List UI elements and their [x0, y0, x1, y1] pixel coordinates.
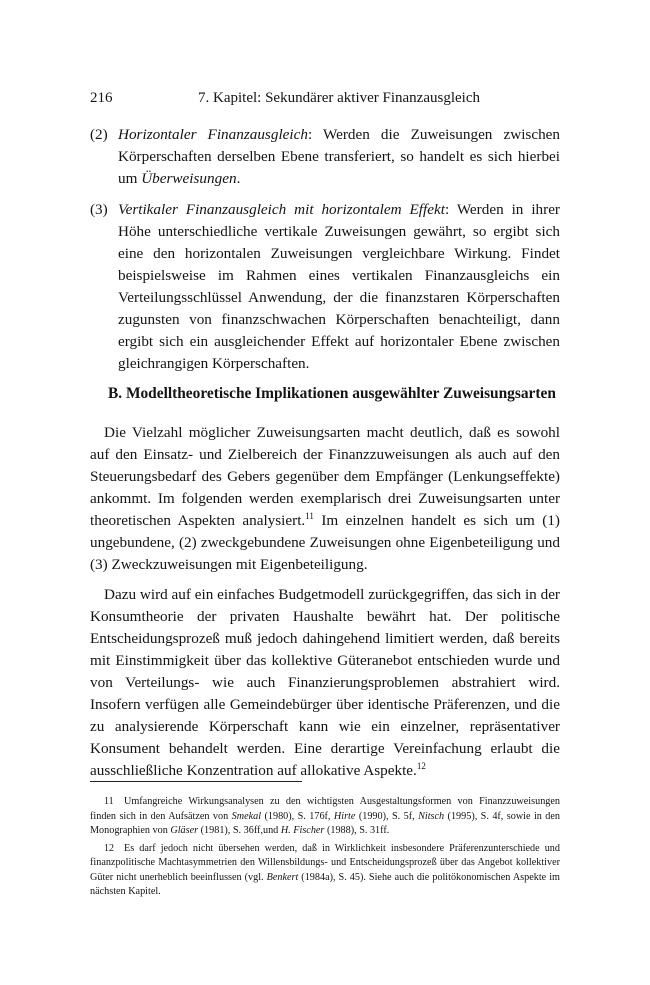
footnote-divider: [90, 781, 302, 782]
footnote-number: 11: [104, 796, 114, 807]
list-text: : Werden die Zuweisungen zwischen Körperschaften derselben Ebene transferiert, so handelt es sich hierbei um: [118, 126, 560, 187]
section-heading: B. Modelltheoretische Implikationen ausgewählter Zuweisungsarten: [108, 385, 556, 402]
footnotes: [90, 795, 560, 903]
footnote-ref: 11: [305, 511, 314, 521]
list-emphasis: Überweisungen: [141, 170, 237, 187]
definition-list: [90, 124, 560, 384]
paragraph-text: Im einzelnen handelt es sich um (1) ungebundene, (2) zweckgebundene Zuweisungen ohne Eigenbeteiligung und (3) Zweckzuweisungen mit Eigenbeteiligung.: [90, 512, 560, 573]
footnote-text: (1990), S. 5f,: [355, 810, 419, 822]
cited-author: Hirte: [333, 810, 356, 822]
list-text-end: .: [236, 170, 241, 187]
footnote-text: Es darf jedoch nicht übersehen werden, daß in Wirklichkeit insbesondere Präferenzunterschiede und finanzpolitische Machtasymmetrien den Willensbildungs- und Entscheidungsprozeß über das Angebot kollektiver Güter nicht unerheblich beeinflussen (vgl.: [90, 842, 560, 883]
footnote-text: Umfangreiche Wirkungsanalysen zu den wichtigsten Ausgestaltungsformen von Finanzzuweisungen finden sich in den Aufsätzen von: [90, 796, 560, 822]
footnote-text: (1981), S. 36ff,und: [198, 825, 281, 836]
footnote-text: (1984a), S. 45). Siehe auch die politökonomischen Aspekte im nächsten Kapitel.: [90, 871, 560, 897]
list-number: (2): [90, 126, 108, 143]
body-text: [90, 422, 560, 790]
list-item: [90, 124, 560, 190]
cited-author: Benkert: [266, 871, 299, 883]
footnote-text: (1980), S. 176f,: [261, 810, 334, 822]
paragraph-text: Dazu wird auf ein einfaches Budgetmodell zurückgegriffen, das sich in der Konsumtheorie der privaten Haushalte bewährt hat. Der politische Entscheidungsprozeß muß jedoch dahingehend limitiert werden, daß bereits mit Einstimmigkeit über das kollektive Güteranebot entschieden wurde und von Verteilungs- wie auch Finanzierungsproblemen abstrahiert wird. Insofern verfügen alle Gemeindebürger über identische Präferenzen, und die zu analysierende Körperschaft kann wie ein einzelner, repräsentativer Konsument behandelt werden. Eine derartige Vereinfachung erlaubt die ausschließliche Konzentration auf allokative Aspekte.: [90, 586, 560, 779]
page-header: [90, 90, 560, 110]
list-term: Vertikaler Finanzausgleich mit horizontalem Effekt: [118, 201, 445, 218]
cited-author: Gläser: [170, 825, 199, 836]
paragraph: [90, 422, 560, 576]
paragraph-text: Die Vielzahl möglicher Zuweisungsarten macht deutlich, daß es sowohl auf den Einsatz- und Zielbereich der Finanzzuweisungen als auch auf den Steuerungsbedarf des Gebers gegenüber dem Empfänger (Lenkungseffekte) ankommt. Im folgenden werden exemplarisch drei Zuweisungsarten unter theoretischen Aspekten analysiert.: [90, 424, 560, 529]
footnote-text: (1988), S. 31ff.: [324, 825, 390, 836]
cited-author: H. Fischer: [280, 825, 325, 836]
list-text: : Werden in ihrer Höhe unterschiedliche vertikale Zuweisungen gewährt, so ergibt sich eine den horizontalen Zuweisungen vergleichbare Wirkung. Findet beispielsweise im Rahmen eines vertikalen Finanzausgleichs ein Verteilungsschlüssel Anwendung, der die finanzstaren Körperschaften zugunsten von finanzschwachen Körperschaften benachteiligt, dann ergibt sich ein ausgleichender Effekt auf horizontaler Ebene zwischen gleichrangigen Körperschaften.: [118, 201, 560, 372]
running-head: 7. Kapitel: Sekundärer aktiver Finanzausgleich: [198, 90, 480, 106]
list-number: (3): [90, 201, 108, 218]
list-item: [90, 199, 560, 375]
footnote-number: 12: [104, 842, 114, 854]
footnote-ref: 12: [416, 761, 426, 771]
cited-author: Nitsch: [418, 810, 445, 822]
footnote-12: [90, 842, 560, 900]
paragraph: [90, 584, 560, 782]
cited-author: Smekal: [231, 810, 262, 822]
footnote-11: [90, 795, 560, 839]
list-term: Horizontaler Finanzausgleich: [118, 126, 308, 143]
footnote-text: (1995), S. 4f, sowie in den Monographien von: [90, 810, 561, 836]
page-number: 216: [90, 90, 113, 106]
